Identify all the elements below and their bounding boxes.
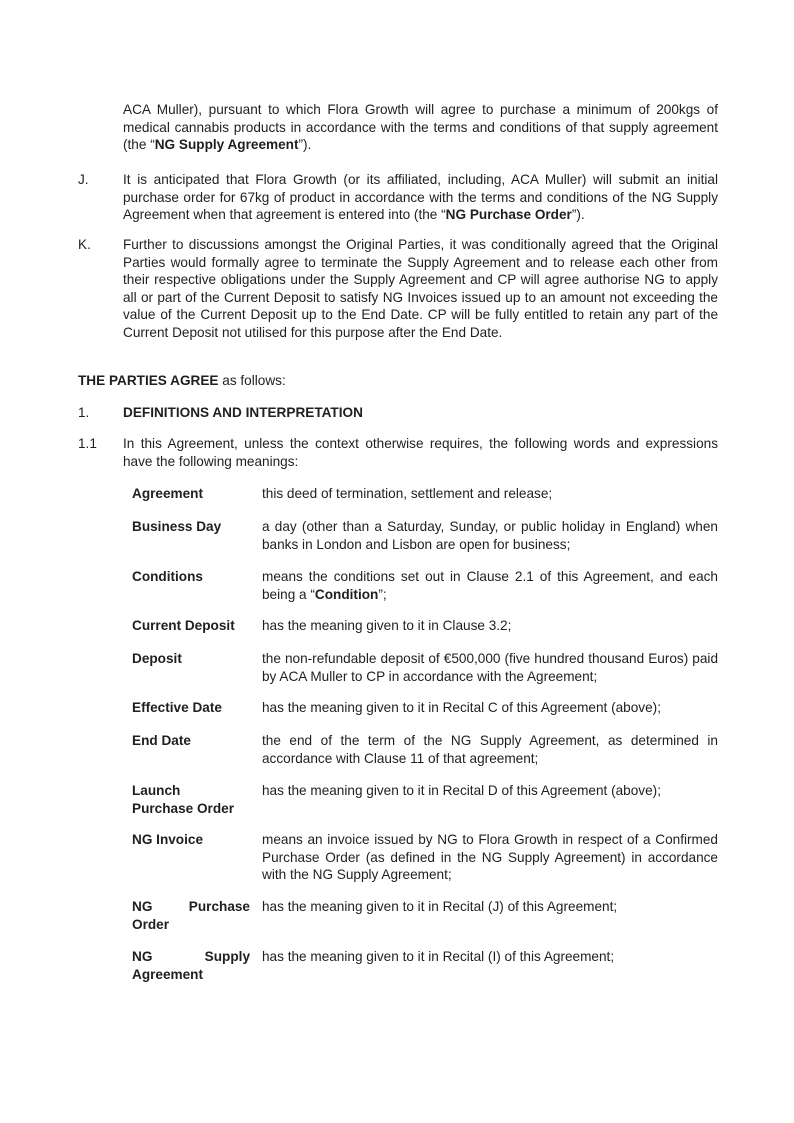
section-1-number: 1. (78, 405, 90, 420)
definition-term: NG Invoice (132, 832, 204, 847)
definition-term-line: NG Supply (132, 949, 250, 964)
definition-term (132, 898, 250, 933)
recital-i-text: ACA Muller), pursuant to which Flora Growth will agree to purchase a minimum of 200kgs of medical cannabis products in accordance with the terms and conditions of that supply agreement (the “ (123, 102, 718, 152)
definition-term: Business Day (132, 519, 222, 534)
definition-meaning (262, 568, 718, 603)
recital-j-text-end: ”). (571, 207, 585, 222)
parties-agree (78, 372, 478, 390)
recital-i-continuation (123, 101, 718, 154)
definition-meaning: the non-refundable deposit of €500,000 (five hundred thousand Euros) paid by ACA Muller to CP in accordance with the Agreement; (262, 651, 718, 684)
definition-meaning: has the meaning given to it in Recital (I) of this Agreement; (262, 949, 615, 964)
definition-term (132, 948, 250, 983)
definition-term: Conditions (132, 569, 203, 584)
recital-j-defined-term: NG Purchase Order (445, 207, 572, 222)
parties-agree-heading: THE PARTIES AGREE (78, 373, 219, 388)
definition-term: Effective Date (132, 700, 222, 715)
definition-term-line: Purchase Order (132, 800, 234, 816)
recital-j-label: J. (78, 172, 89, 187)
definition-term-line: Order (132, 916, 170, 932)
definition-term: End Date (132, 733, 191, 748)
recital-j (123, 171, 718, 224)
definition-meaning: this deed of termination, settlement and release; (262, 486, 553, 501)
recital-j-text: It is anticipated that Flora Growth (or its affiliated, including, ACA Muller) will submit an initial purchase order for 67kg of product in accordance with the terms and conditions of the NG Supply Agreement when that agreement is entered into (the “ (123, 172, 718, 222)
parties-agree-text: as follows: (218, 373, 286, 388)
definition-term: Agreement (132, 486, 204, 501)
definition-meaning: has the meaning given to it in Recital D of this Agreement (above); (262, 783, 661, 798)
clause-1-1: In this Agreement, unless the context otherwise requires, the following words and expressions have the following meanings: (123, 436, 718, 469)
definition-meaning-text: means the conditions set out in Clause 2.1 of this Agreement, and each being a “ (262, 569, 718, 602)
definition-meaning: the end of the term of the NG Supply Agreement, as determined in accordance with Clause 11 of that agreement; (262, 733, 718, 766)
definition-meaning-defined-term: Condition (314, 586, 379, 602)
clause-1-1-number: 1.1 (78, 436, 97, 451)
definition-term: Deposit (132, 651, 182, 666)
definition-term (132, 782, 250, 817)
recital-i-text-end: ”). (298, 137, 312, 152)
definition-meaning: has the meaning given to it in Clause 3.2; (262, 618, 512, 633)
definition-term-line: NG Purchase (132, 899, 250, 914)
definition-meaning-text-end: ”; (378, 586, 387, 602)
definition-meaning: a day (other than a Saturday, Sunday, or public holiday in England) when banks in London and Lisbon are open for business; (262, 519, 718, 552)
definition-meaning: means an invoice issued by NG to Flora Growth in respect of a Confirmed Purchase Order (as defined in the NG Supply Agreement) in accordance with the NG Supply Agreement; (262, 832, 718, 882)
definition-term: Current Deposit (132, 618, 235, 633)
definition-term-line: Agreement (132, 966, 204, 982)
recital-k: Further to discussions amongst the Original Parties, it was conditionally agreed that the Original Parties would formally agree to terminate the Supply Agreement and to release each other from their respective obligations under the Supply Agreement and CP will agree authorise NG to apply all or part of the Current Deposit to satisfy NG Invoices issued up to an amount not exceeding the value of the Current Deposit up to the End Date. CP will be fully entitled to retain any part of the Current Deposit not utilised for this purpose after the End Date. (123, 237, 718, 340)
definition-meaning: has the meaning given to it in Recital (J) of this Agreement; (262, 899, 618, 914)
definition-meaning: has the meaning given to it in Recital C of this Agreement (above); (262, 700, 661, 715)
definition-term-line: Launch (132, 783, 181, 798)
recital-k-label: K. (78, 237, 91, 252)
recital-i-defined-term: NG Supply Agreement (154, 137, 299, 152)
section-1-title: DEFINITIONS AND INTERPRETATION (123, 405, 363, 420)
